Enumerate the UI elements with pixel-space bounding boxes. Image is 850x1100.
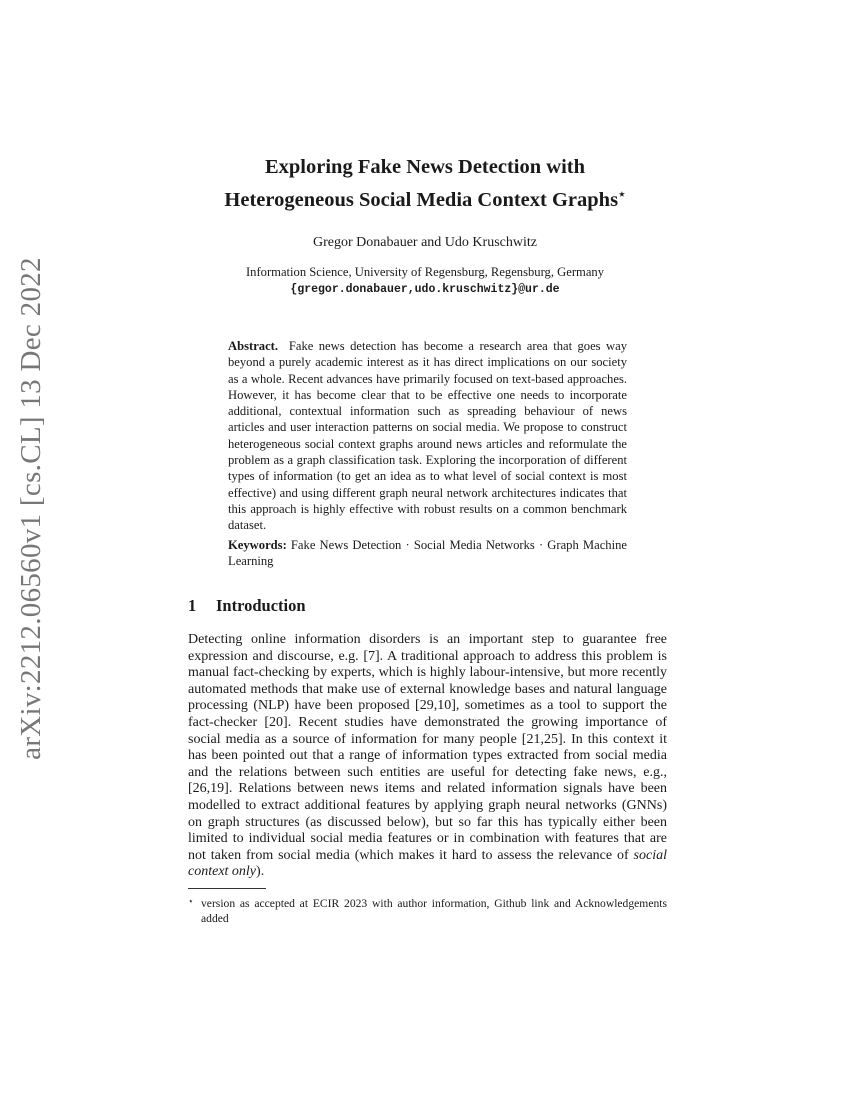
affiliation: Information Science, University of Regensburg, Regensburg, Germany: [245, 265, 605, 279]
keywords-label: Keywords:: [228, 538, 287, 552]
footnote: [188, 894, 667, 927]
title-line-1: Exploring Fake News Detection with: [264, 156, 585, 178]
abstract-label: Abstract.: [228, 339, 279, 353]
footnote-marker: ⋆: [188, 896, 194, 906]
keywords-text: Fake News Detection · Social Media Networks · Graph Machine Learning: [228, 538, 627, 569]
abstract-text: Fake news detection has become a research area that goes way beyond a purely academic interest as it has direct implications on our society as a whole. Recent advances have primarily focused on text-based approaches. However, it has become clear that to be effective one needs to incorporate additional, contextual information such as spreading behaviour of news articles and user interaction patterns on social media. We propose to construct heterogeneous social context graphs around news articles and reformulate the problem as a graph classification task. Exploring the incorporation of different types of information (to get an idea as to what level of social context is most effective) and using different graph neural network architectures indicates that this approach is highly effective with robust results on a common benchmark dataset.: [228, 339, 627, 533]
footnote-divider: [188, 888, 266, 889]
intro-text-part-2: ).: [256, 864, 265, 880]
author-list: Gregor Donabauer and Udo Kruschwitz: [313, 235, 537, 250]
intro-text-part-1: Detecting online information disorders is an important step to guarantee free expression and discourse, e.g. [7]. A traditional approach to address this problem is manual fact-checking by experts, which is highly labour-intensive, but more recently automated methods that make use of external knowledge bases and natural language processing (NLP) have been proposed [29,10], sometimes as a tool to support the fact-checker [20]. Recent studies have demonstrated the growing importance of social media as a source of information for many people [21,25]. In this context it has been pointed out that a range of information types extracted from social media and the relations between such entities are useful for detecting fake news, e.g., [26,19]. Relations between news items and related information signals have been modelled to extract additional features by applying graph neural networks (GNNs) on graph structures (as discussed below), but so far this has typically either been limited to individual social media features or in combination with features that are not taken from social media (which makes it hard to assess the relevance of: [188, 632, 667, 863]
abstract: [228, 338, 627, 534]
keywords: [228, 537, 627, 570]
affiliation-block: [150, 264, 700, 298]
intro-emphasis: social context only: [188, 847, 667, 880]
footnote-text: version as accepted at ECIR 2023 with author information, Github link and Acknowledgements added: [201, 897, 667, 925]
introduction-paragraph: [188, 632, 667, 881]
title-line-2: [150, 181, 700, 214]
title-line-2-text: Heterogeneous Social Media Context Graphs: [224, 189, 619, 211]
author-email: {gregor.donabauer,udo.kruschwitz}@ur.de: [290, 283, 560, 296]
paper-title: [150, 154, 700, 214]
section-heading: [188, 596, 306, 616]
arxiv-identifier-text: arXiv:2212.06560v1 [cs.CL] 13 Dec 2022: [14, 256, 47, 760]
section-number: 1: [188, 596, 197, 615]
title-footnote-marker: ⋆: [618, 187, 626, 201]
arxiv-identifier: [6, 256, 56, 760]
section-title: Introduction: [216, 596, 306, 615]
